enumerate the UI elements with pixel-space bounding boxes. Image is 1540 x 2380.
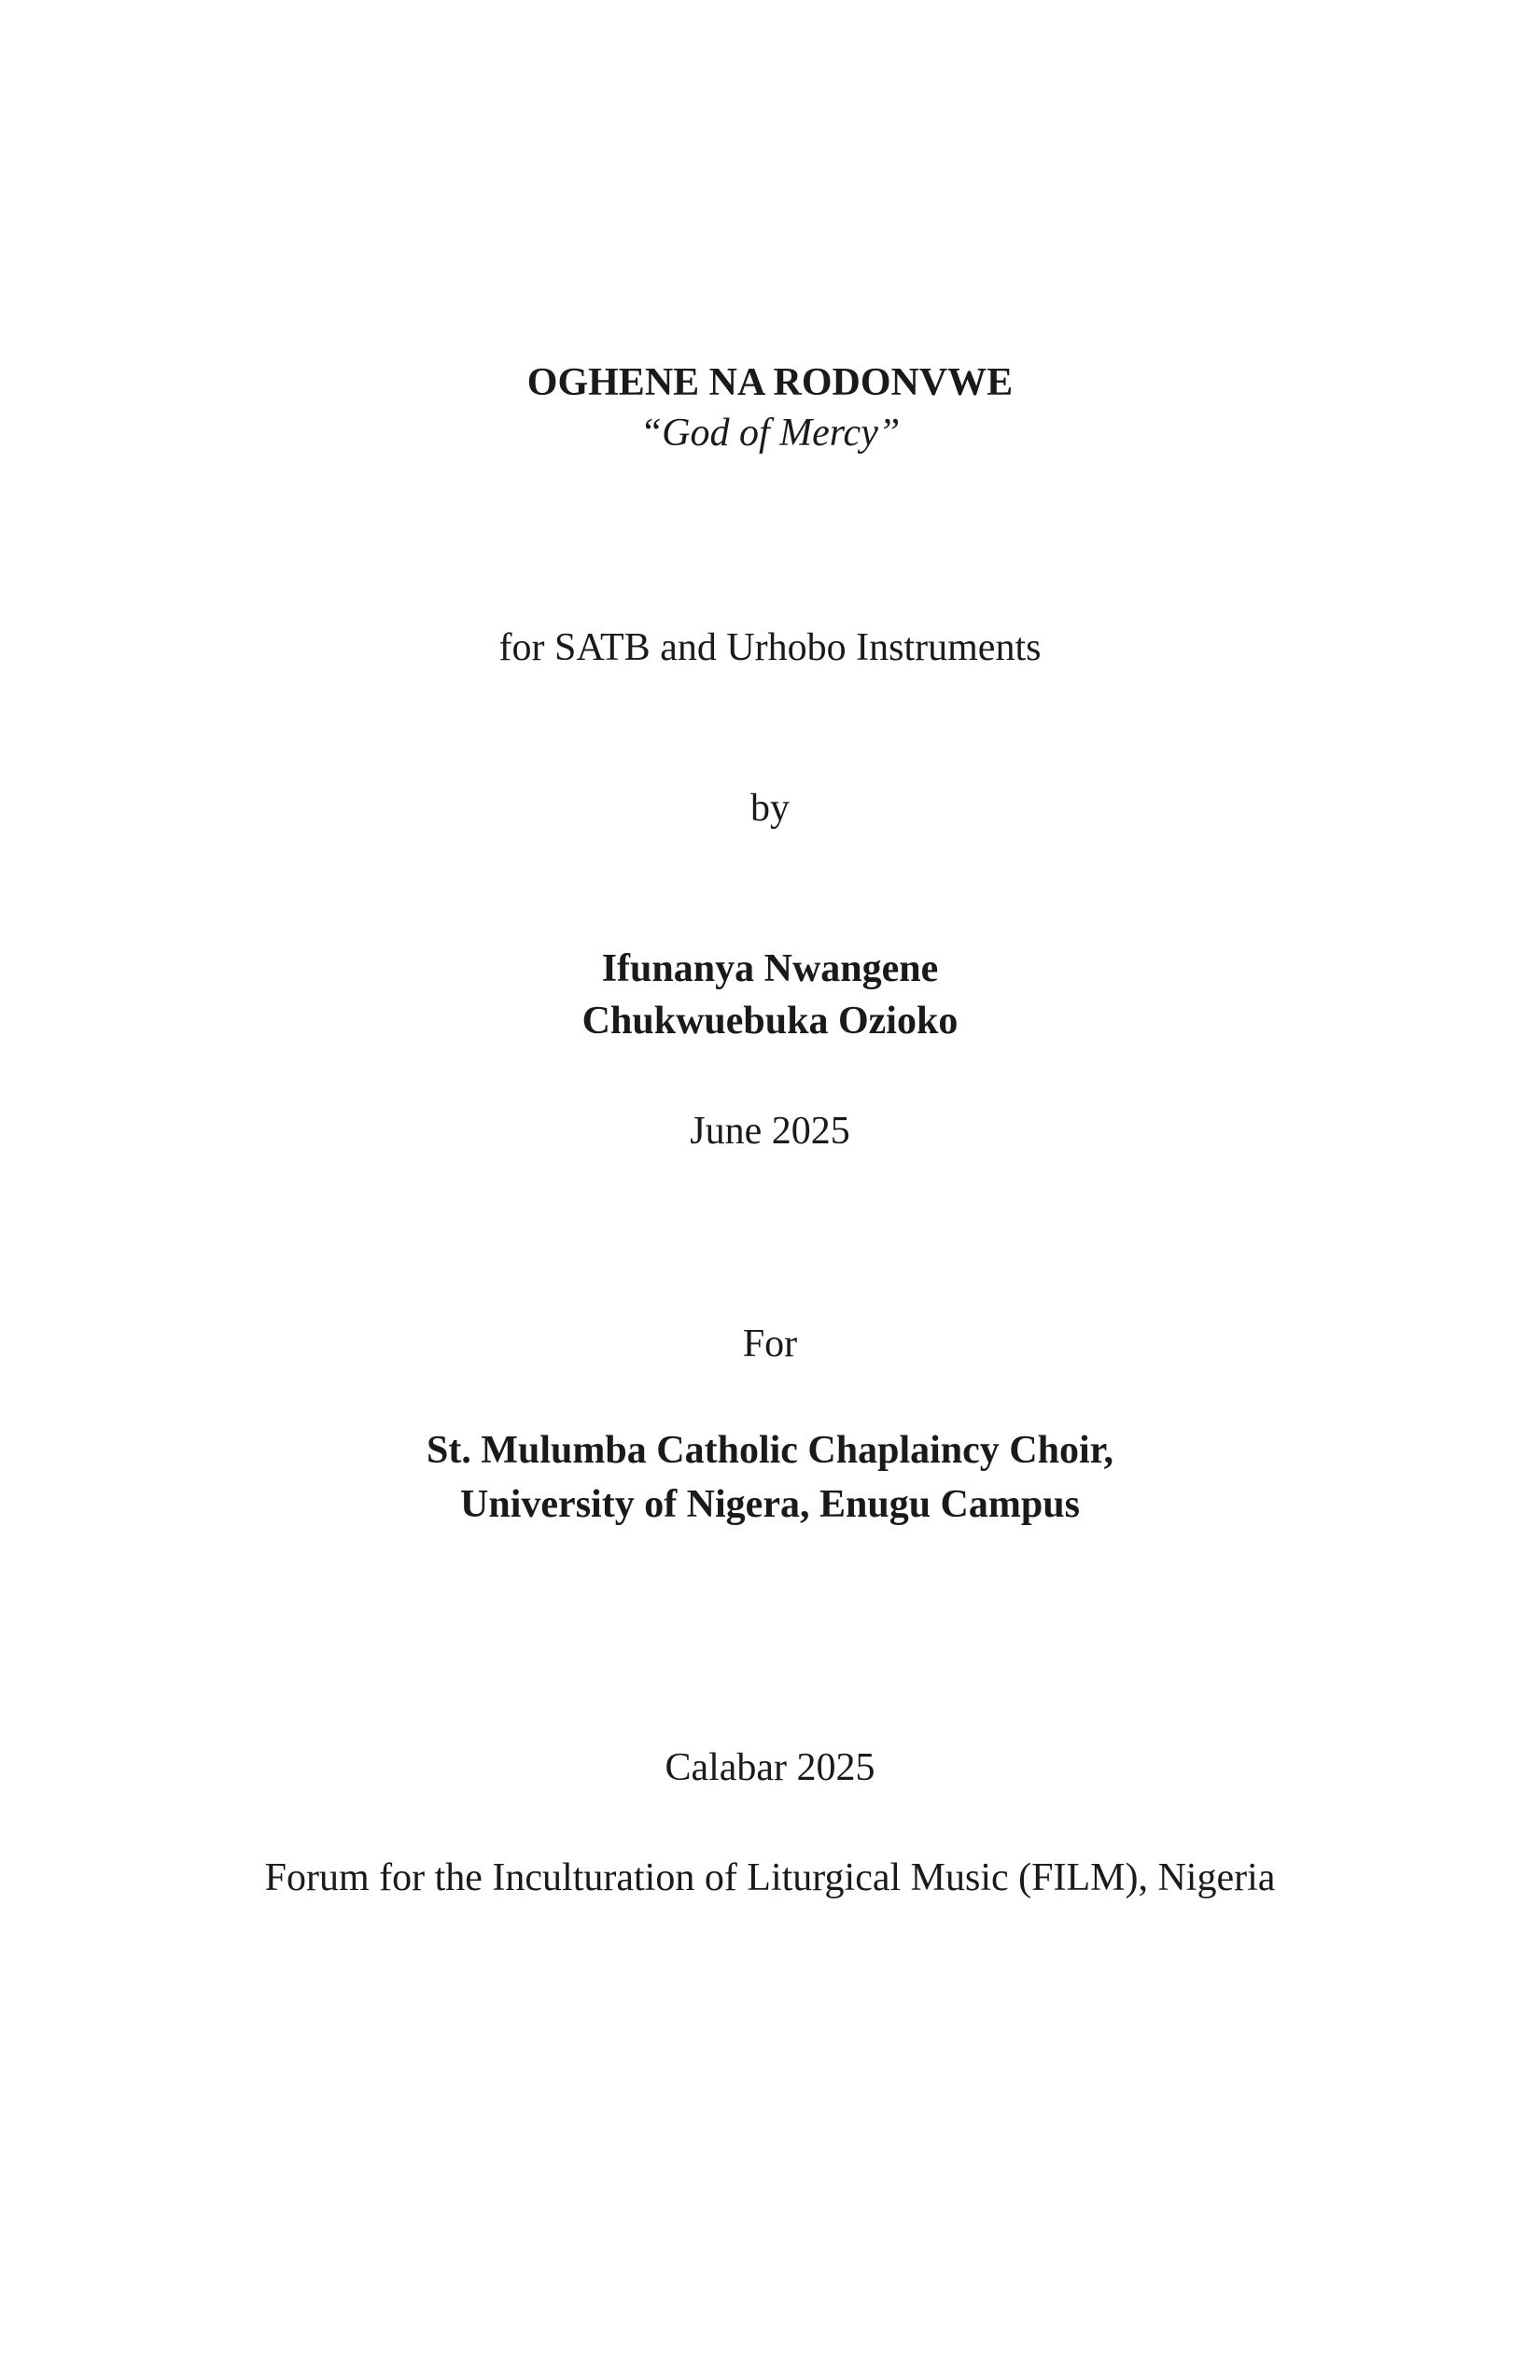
by-label: by (750, 787, 790, 830)
composition-date: June 2025 (690, 1110, 850, 1153)
dedication-label: For (742, 1323, 798, 1365)
publication-place-year: Calabar 2025 (665, 1746, 875, 1789)
work-title: OGHENE NA RODONVWE (526, 361, 1014, 404)
dedication-line: University of Nigera, Enugu Campus (460, 1483, 1080, 1526)
composer-name: Ifunanya Nwangene (601, 947, 939, 990)
dedication-line: St. Mulumba Catholic Chaplaincy Choir, (427, 1429, 1113, 1472)
composer-name: Chukwuebuka Ozioko (581, 1000, 959, 1043)
work-subtitle-translation: “God of Mercy” (639, 412, 901, 455)
scoring-line: for SATB and Urhobo Instruments (498, 626, 1042, 669)
publisher-line: Forum for the Inculturation of Liturgical Music (FILM), Nigeria (264, 1856, 1276, 1899)
